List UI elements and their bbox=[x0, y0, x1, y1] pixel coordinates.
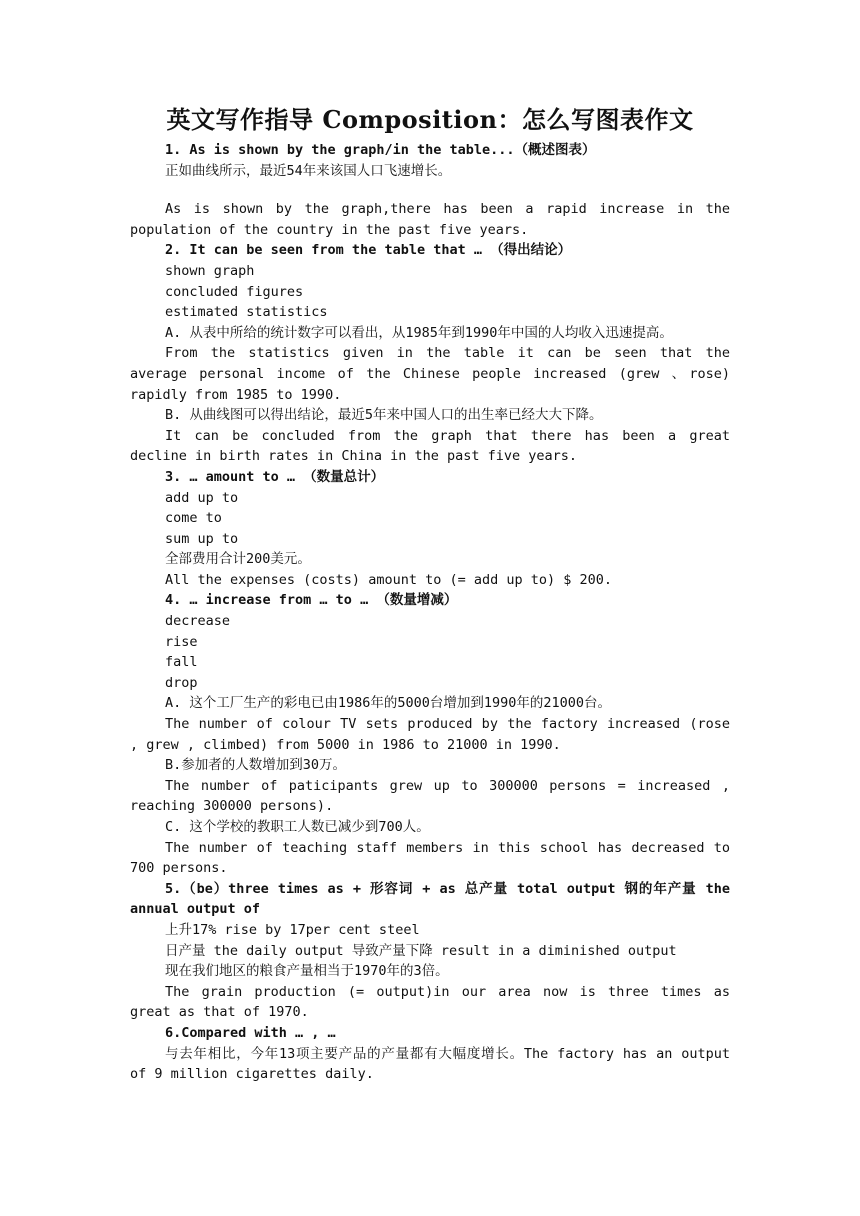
text-line: A. 这个工厂生产的彩电已由1986年的5000台增加到1990年的21000台。 bbox=[165, 695, 612, 712]
text-line: The grain production (= output)in our area now is three times as great as that of 1970. bbox=[130, 983, 739, 1021]
text-line: 上升17% rise by 17per cent steel bbox=[165, 921, 420, 938]
text-line: 现在我们地区的粮食产量相当于1970年的3倍。 bbox=[165, 963, 449, 980]
text-line: 全部费用合计200美元。 bbox=[165, 551, 311, 568]
text-line: shown graph bbox=[165, 262, 255, 279]
text-line: 与去年相比，今年13项主要产品的产量都有大幅度增长。The factory has an output of 9 million cigarettes daily. bbox=[130, 1045, 739, 1083]
section-heading: 2. It can be seen from the table that … （得出结论） bbox=[165, 242, 572, 259]
text-line: The number of colour TV sets produced by the factory increased (rose , grew , climbed) from 5000 in 1986 to 21000 in 1990. bbox=[130, 716, 739, 753]
text-line: drop bbox=[165, 674, 198, 691]
text-line: A. 从表中所给的统计数字可以看出，从1985年到1990年中国的人均收入迅速提高。 bbox=[165, 324, 673, 341]
text-line: The number of paticipants grew up to 300000 persons = increased , reaching 300000 persons). bbox=[130, 777, 739, 815]
text-line: B.参加者的人数增加到30万。 bbox=[165, 757, 347, 774]
document-page bbox=[130, 100, 739, 1085]
document-body bbox=[130, 140, 739, 1085]
text-line: 日产量 the daily output 导致产量下降 result in a diminished output bbox=[165, 942, 677, 959]
text-line: fall bbox=[165, 654, 198, 671]
section-heading: 6.Compared with … , … bbox=[165, 1024, 336, 1041]
text-line: B. 从曲线图可以得出结论，最近5年来中国人口的出生率已经大大下降。 bbox=[165, 407, 603, 424]
section-heading: 4. … increase from … to … （数量增减） bbox=[165, 592, 458, 609]
section-heading: 1. As is shown by the graph/in the table...（概述图表） bbox=[165, 142, 596, 158]
text-line: It can be concluded from the graph that there has been a great decline in birth rates in China in the past five years. bbox=[130, 427, 739, 465]
text-line: sum up to bbox=[165, 530, 239, 547]
text-line: add up to bbox=[165, 489, 239, 506]
text-line: From the statistics given in the table it can be seen that the average personal income of the Chinese people increased (grew 、rose) rapidly from 1985 to 1990. bbox=[130, 345, 739, 403]
text-line: concluded figures bbox=[165, 283, 304, 300]
section-heading: 5.（be）three times as + 形容词 + as 总产量 total output 钢的年产量 the annual output of bbox=[130, 880, 739, 918]
text-line: C. 这个学校的教职工人数已减少到700人。 bbox=[165, 819, 430, 835]
text-line: All the expenses (costs) amount to (= add up to) $ 200. bbox=[165, 571, 613, 588]
section-heading: 3. … amount to … （数量总计） bbox=[165, 468, 385, 485]
text-line: rise bbox=[165, 633, 198, 650]
text-line: estimated statistics bbox=[165, 304, 328, 321]
blank-line bbox=[130, 181, 730, 199]
text-line: come to bbox=[165, 510, 222, 527]
text-line: As is shown by the graph,there has been a rapid increase in the population of the country in the past five years. bbox=[130, 201, 739, 238]
text-line: 正如曲线所示，最近54年来该国人口飞速增长。 bbox=[165, 162, 452, 179]
text-line: The number of teaching staff members in this school has decreased to 700 persons. bbox=[130, 839, 739, 877]
page-title: 英文写作指导 Composition：怎么写图表作文 bbox=[166, 105, 694, 134]
text-line: decrease bbox=[165, 613, 231, 630]
